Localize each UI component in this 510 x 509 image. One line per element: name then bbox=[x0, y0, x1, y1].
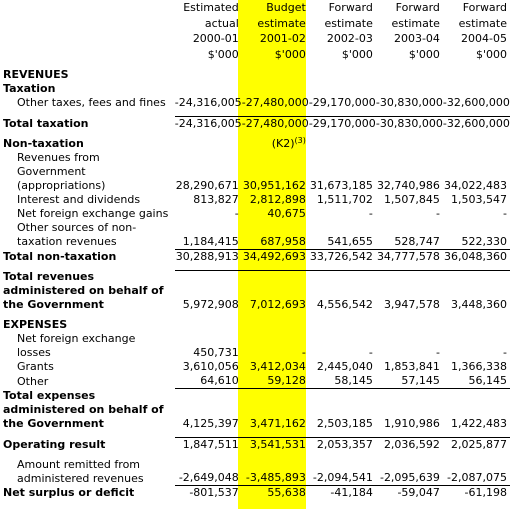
cell-value: 1,184,415 bbox=[182, 234, 239, 248]
header-cell: $'000 bbox=[341, 47, 373, 61]
cell-value: 3,947,578 bbox=[376, 270, 443, 312]
cell-value: 2,503,185 bbox=[309, 389, 376, 431]
cell-value: -30,830,000 bbox=[375, 117, 443, 130]
header-cell: 2003-04 bbox=[393, 32, 440, 45]
table-row bbox=[0, 193, 510, 207]
cell-value: 3,412,034 bbox=[249, 360, 306, 373]
row-label: Grants bbox=[17, 360, 54, 373]
cell-value: 34,022,483 bbox=[444, 179, 507, 192]
cell-value: 4,556,542 bbox=[309, 270, 376, 312]
row-label: Total expenses administered on behalf of the Government bbox=[3, 388, 164, 430]
table-row bbox=[0, 458, 510, 486]
cell-value: 58,145 bbox=[334, 374, 373, 387]
header-cell: 2002-03 bbox=[326, 32, 373, 45]
table-row bbox=[0, 332, 510, 360]
cell-value: -30,830,000 bbox=[375, 96, 443, 109]
table-row bbox=[0, 96, 510, 110]
header-cell: actual bbox=[204, 16, 239, 30]
cell-value: 2,812,898 bbox=[249, 193, 306, 206]
row-label: Other sources of non-taxation revenues bbox=[17, 221, 137, 248]
header-cell: Forward bbox=[462, 1, 507, 14]
cell-value: -29,170,000 bbox=[308, 117, 376, 130]
cell-value: 1,910,986 bbox=[376, 389, 443, 431]
footnote-ref: $(K2)^{(3)}$ bbox=[271, 136, 306, 150]
total-row bbox=[0, 270, 510, 312]
cell-value: 2,445,040 bbox=[316, 360, 373, 373]
header-cell: $'000 bbox=[475, 47, 507, 61]
cell-value: 3,610,056 bbox=[182, 360, 239, 373]
cell-value: 31,673,185 bbox=[309, 179, 373, 192]
cell-value: -2,087,075 bbox=[447, 471, 507, 484]
header-cell: Forward bbox=[395, 1, 440, 14]
cell-value: -32,600,000 bbox=[442, 117, 510, 130]
cell-value: 2,025,877 bbox=[443, 437, 510, 452]
cell-value: -3,485,893 bbox=[245, 471, 306, 484]
row-label: Other taxes, fees and fines bbox=[17, 96, 166, 109]
cell-value: -27,480,000 bbox=[241, 117, 309, 130]
cell-value: 32,740,986 bbox=[376, 179, 440, 192]
cell-value: 541,655 bbox=[327, 234, 373, 248]
cell-value: 3,448,360 bbox=[443, 270, 510, 312]
section-revenues bbox=[0, 68, 510, 82]
cell-value: 7,012,693 bbox=[242, 270, 309, 312]
section-heading: EXPENSES bbox=[3, 318, 68, 331]
cell-value: 687,958 bbox=[260, 234, 306, 248]
cell-value: 28,290,671 bbox=[175, 179, 239, 192]
row-label: Net surplus or deficit bbox=[3, 486, 135, 499]
header-cell: $'000 bbox=[408, 47, 440, 61]
section-expenses bbox=[0, 318, 510, 332]
cell-value: 59,128 bbox=[267, 374, 306, 387]
cell-value: 1,507,845 bbox=[383, 193, 440, 206]
cell-value: -2,094,541 bbox=[312, 471, 373, 484]
row-label: Interest and dividends bbox=[17, 193, 141, 206]
cell-value: 522,330 bbox=[461, 234, 507, 248]
cell-value: -61,198 bbox=[443, 486, 510, 501]
header-row-3 bbox=[0, 31, 510, 47]
cell-value: 30,951,162 bbox=[242, 179, 306, 192]
cell-value: 450,731 bbox=[193, 346, 239, 359]
cell-value: - bbox=[435, 207, 440, 220]
cell-value: 1,511,702 bbox=[316, 193, 373, 206]
cell-value: 813,827 bbox=[193, 193, 239, 206]
header-cell: estimate bbox=[391, 16, 440, 30]
cell-value: 2,053,357 bbox=[309, 437, 376, 452]
section-heading: REVENUES bbox=[3, 68, 69, 81]
row-label: Total non-taxation bbox=[3, 249, 117, 263]
cell-value: 55,638 bbox=[242, 486, 309, 501]
cell-value: 1,503,547 bbox=[451, 193, 507, 206]
section-heading: Taxation bbox=[3, 82, 56, 95]
total-row bbox=[0, 117, 510, 132]
cell-value: 1,853,841 bbox=[383, 360, 440, 373]
cell-value: -29,170,000 bbox=[308, 96, 376, 109]
cell-value: 40,675 bbox=[267, 207, 306, 220]
header-row-4 bbox=[0, 47, 510, 63]
header-cell: $'000 bbox=[207, 47, 239, 61]
cell-value: 1,422,483 bbox=[443, 389, 510, 431]
header-cell: 2000-01 bbox=[192, 32, 239, 45]
total-row bbox=[0, 249, 510, 264]
header-cell: estimate bbox=[257, 16, 306, 30]
cell-value: 34,492,693 bbox=[242, 249, 309, 264]
row-label: Amount remitted from administered revenues bbox=[17, 457, 144, 485]
header-cell: Estimated bbox=[183, 1, 239, 14]
total-row bbox=[0, 437, 510, 452]
cell-value: -59,047 bbox=[376, 486, 443, 501]
table-row bbox=[0, 360, 510, 374]
cell-value: - bbox=[435, 346, 440, 359]
row-label: Total revenues administered on behalf of the Government bbox=[3, 270, 164, 311]
cell-value: 3,471,162 bbox=[242, 389, 309, 431]
header-cell: Budget bbox=[266, 1, 306, 14]
cell-value: -41,184 bbox=[309, 486, 376, 501]
cell-value: - bbox=[503, 207, 507, 220]
row-label: Net foreign exchange losses bbox=[17, 332, 136, 359]
cell-value: 1,366,338 bbox=[451, 360, 507, 373]
cell-value: 1,847,511 bbox=[175, 437, 242, 452]
cell-value: - bbox=[503, 346, 507, 359]
cell-value: -801,537 bbox=[175, 486, 242, 501]
cell-value: - bbox=[368, 346, 373, 359]
cell-value: 33,726,542 bbox=[309, 249, 376, 264]
cell-value: 2,036,592 bbox=[376, 437, 443, 452]
row-label: Other bbox=[17, 374, 49, 388]
table-row bbox=[0, 221, 510, 249]
cell-value: - bbox=[301, 346, 306, 359]
header-cell: Forward bbox=[328, 1, 373, 14]
section-taxation bbox=[0, 82, 510, 96]
section-non-taxation bbox=[0, 137, 510, 151]
header-cell: $'000 bbox=[274, 47, 306, 61]
cell-value: 64,610 bbox=[200, 374, 239, 387]
cell-value: 4,125,397 bbox=[175, 389, 242, 431]
cell-value: -24,316,005 bbox=[174, 96, 242, 109]
table-row bbox=[0, 151, 510, 193]
cell-value: 5,972,908 bbox=[175, 270, 242, 312]
cell-value: 57,145 bbox=[401, 374, 440, 387]
cell-value: -2,649,048 bbox=[178, 471, 239, 484]
section-heading: Non-taxation bbox=[3, 137, 84, 150]
table-row bbox=[0, 374, 510, 389]
cell-value: - bbox=[368, 207, 373, 220]
header-cell: estimate bbox=[458, 16, 507, 30]
cell-value: 36,048,360 bbox=[443, 249, 510, 264]
header-cell: 2004-05 bbox=[461, 32, 507, 45]
total-row bbox=[0, 389, 510, 431]
cell-value: 34,777,578 bbox=[376, 249, 443, 264]
cell-value: 56,145 bbox=[468, 374, 507, 387]
cell-value: -27,480,000 bbox=[241, 96, 309, 109]
table-row bbox=[0, 207, 510, 221]
cell-value: -2,095,639 bbox=[379, 471, 440, 484]
cell-value: -24,316,005 bbox=[174, 117, 242, 130]
row-label: Revenues from Government (appropriations) bbox=[17, 151, 106, 192]
header-row-1 bbox=[0, 0, 510, 16]
row-label: Operating result bbox=[3, 437, 106, 451]
cell-value: 528,747 bbox=[394, 234, 440, 248]
cell-value: -32,600,000 bbox=[442, 96, 510, 109]
header-row-2 bbox=[0, 16, 510, 32]
cell-value: 30,288,913 bbox=[175, 249, 242, 264]
row-label: Net foreign exchange gains bbox=[17, 207, 169, 220]
header-cell: estimate bbox=[324, 16, 373, 30]
cell-value: 3,541,531 bbox=[242, 437, 309, 452]
header-cell: 2001-02 bbox=[259, 32, 306, 45]
cell-value: - bbox=[234, 207, 239, 220]
row-label: Total taxation bbox=[3, 117, 89, 130]
total-row bbox=[0, 486, 510, 501]
